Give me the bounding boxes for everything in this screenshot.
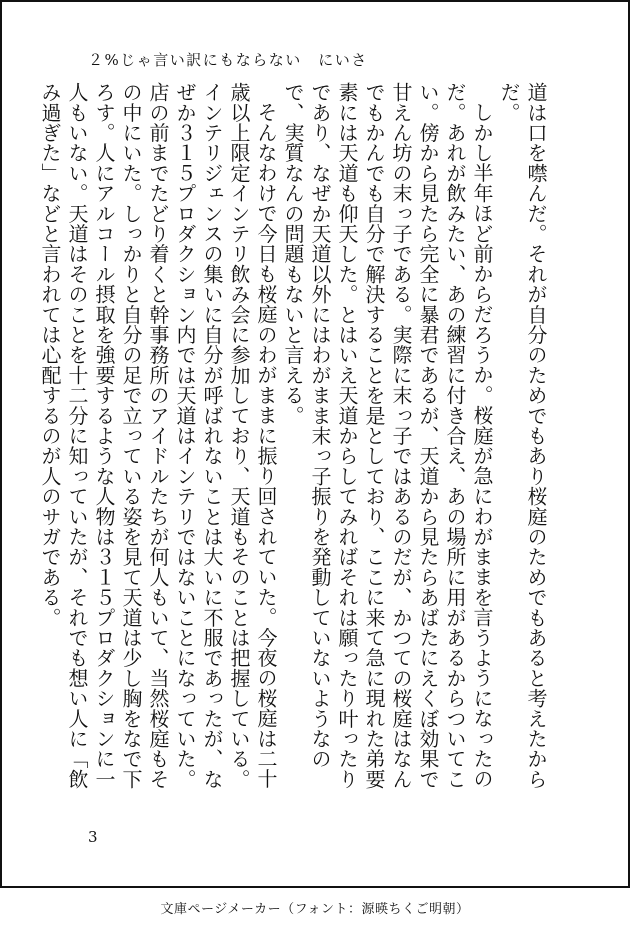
- paragraph: そんなわけで今日も桜庭のわがままに振り回されていた。今夜の桜庭は二十歳以上限定インテリ飲み会に参加しており、天道もそのことは把握している。インテリジェンスの集いに自分が呼ばれないことは大いに不服であったが、なぜか３１５プロダクション内では天道はインテリではないことになっていた。店の前までたどり着くと幹事務所のアイドルたちが何人もいて、当然桜庭もその中にいた。しっかりと自分の足で立っている姿を見て天道は少し胸をなで下ろす。人にアルコール摂取を強要するような人物は３１５プロダクションに一人もいない。天道はそのことを十二分に知っていたが、それでも想い人に「飲み過ぎた」などと言われては心配するのが人のサガである。: [38, 82, 278, 790]
- page-number: 3: [88, 828, 98, 846]
- paragraph: 道は口を噤んだ。それが自分のためでもあり桜庭のためでもあると考えたからだ。: [497, 82, 548, 789]
- body-text: [38, 82, 549, 802]
- running-header: ２%じゃ言い訳にもならない にいさ: [88, 51, 368, 69]
- footer-credit: 文庫ページメーカー（フォント：源暎ちくご明朝）: [160, 902, 470, 917]
- paragraph: しかし半年ほど前からだろうか。桜庭が急にわがままを言うようになったのだ。あれが飲みたい、あの練習に付き合え、あの場所に用があるからついてこい。傍から見たら完全に暴君であるが、天道から見たらあばたにえくぼ効果で甘えん坊の末っ子である。実際に末っ子ではあるのだが、かつての桜庭はなんでもかんでも自分で解決することを是としており、ここに来て急に現れた弟要素には天道も仰天した。とはいえ天道からしてみればそれは願ったり叶ったりであり、なぜか天道以外にはわがまま末っ子振りを発動していないようなので、実質なんの問題もないと言える。: [281, 82, 494, 789]
